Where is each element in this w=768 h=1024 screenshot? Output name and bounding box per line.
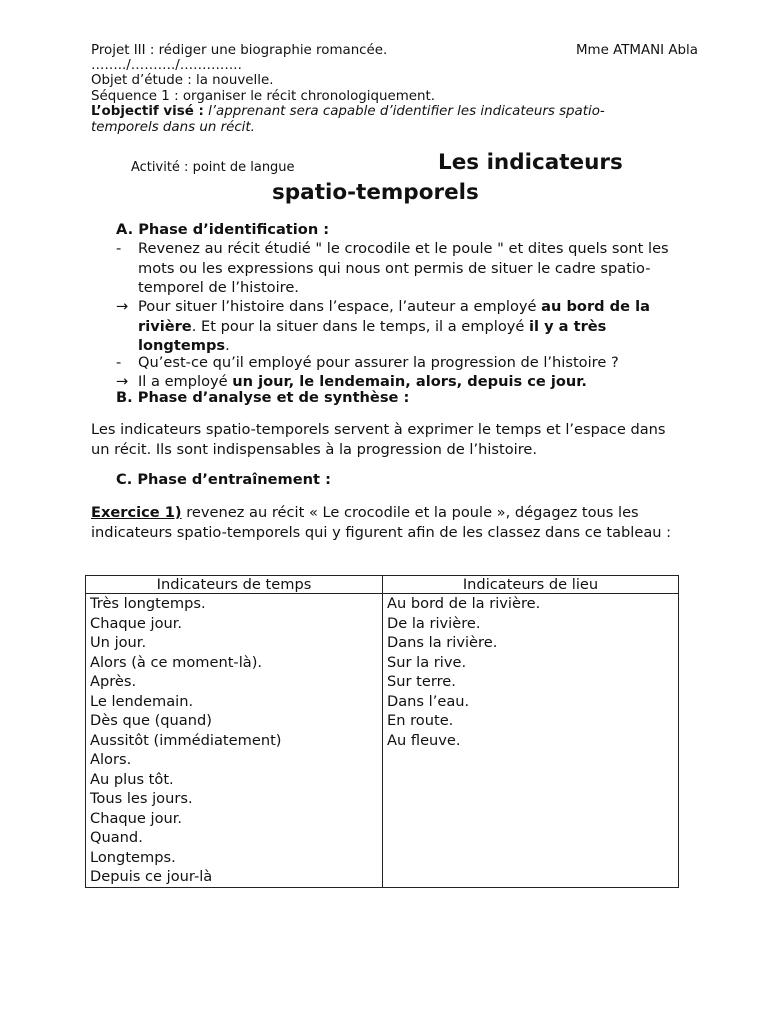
question-1 — [116, 239, 686, 299]
table-cell: Dès que (quand) — [90, 712, 212, 729]
table-row — [86, 594, 679, 888]
answer-1 — [116, 297, 686, 357]
table-cell: Longtemps. — [90, 848, 176, 866]
date-dots: ……../………./………….. — [91, 58, 242, 73]
table-cell: Sur la rive. — [387, 653, 467, 671]
dash-bullet: - — [116, 240, 122, 257]
table-cell: Au fleuve. — [387, 731, 461, 749]
table-cell: Depuis ce jour-là — [90, 868, 213, 885]
table-cell: Chaque jour. — [90, 809, 183, 827]
table-cell: Alors (à ce moment-là). — [90, 653, 263, 671]
header-temps: Indicateurs de temps — [86, 576, 383, 594]
temps-column — [86, 594, 383, 888]
arrow-icon: → — [116, 373, 129, 390]
table-cell: Le lendemain. — [90, 692, 194, 710]
table-cell: Au plus tôt. — [90, 770, 174, 788]
exercise-text: revenez au récit « Le crocodile et la poule », dégagez tous les indicateurs spatio-temporels qui y figurent afin de les classez dans ce tableau : — [91, 504, 672, 541]
objectif-line — [91, 104, 651, 135]
table-cell: Chaque jour. — [90, 614, 183, 632]
sequence-line: Séquence 1 : organiser le récit chronologiquement. — [91, 89, 436, 104]
dash-bullet: - — [116, 354, 122, 371]
phase-b-title: B. Phase d’analyse et de synthèse : — [116, 389, 410, 406]
table-cell: Alors. — [90, 751, 132, 768]
page-title-line1: Les indicateurs — [438, 150, 623, 175]
answer-1-bold-time: il y a très longtemps — [138, 317, 607, 354]
table-cell: De la rivière. — [387, 614, 481, 632]
exercise-1 — [91, 503, 681, 543]
table-cell: Dans l’eau. — [387, 692, 470, 710]
answer-1-part1: Pour situer l’histoire dans l’espace, l’auteur a employé — [138, 298, 542, 315]
table-cell: Quand. — [90, 829, 143, 846]
teacher-name: Mme ATMANI Abla — [576, 43, 698, 58]
question-2 — [116, 353, 686, 373]
answer-2-part1: Il a employé — [138, 373, 233, 390]
synthesis-paragraph: Les indicateurs spatio-temporels servent à exprimer le temps et l’espace dans un récit. Ils sont indispensables à la progression de l’histoire. — [91, 421, 666, 458]
table-cell: Après. — [90, 673, 137, 690]
answer-1-bold-space: au bord de la rivière — [138, 298, 650, 335]
answer-1-text — [138, 297, 686, 356]
table-cell: Un jour. — [90, 634, 147, 651]
table-cell: En route. — [387, 712, 454, 729]
table-cell: Aussitôt (immédiatement) — [90, 731, 282, 749]
answer-1-part2: . Et pour la situer dans le temps, il a employé — [191, 317, 529, 335]
answer-2-bold: un jour, le lendemain, alors, depuis ce jour. — [232, 373, 587, 390]
answer-1-part3: . — [225, 337, 230, 354]
project-line: Projet III : rédiger une biographie romancée. — [91, 43, 388, 58]
objet-line: Objet d’étude : la nouvelle. — [91, 73, 274, 88]
header-lieu: Indicateurs de lieu — [383, 576, 679, 594]
objectif-text: l’apprenant sera capable d’identifier les indicateurs spatio-temporels dans un récit. — [91, 104, 605, 135]
phase-c-title: C. Phase d’entraînement : — [116, 471, 331, 488]
table-cell: Sur terre. — [387, 673, 456, 690]
table-cell: Très longtemps. — [90, 595, 206, 612]
table-cell: Tous les jours. — [90, 790, 193, 807]
page-title-line2: spatio-temporels — [272, 180, 479, 205]
table-cell: Dans la rivière. — [387, 634, 498, 651]
arrow-icon: → — [116, 298, 129, 315]
activity-label: Activité : point de langue — [131, 160, 295, 175]
question-2-text: Qu’est-ce qu’il employé pour assurer la progression de l’histoire ? — [138, 354, 619, 371]
indicators-table — [85, 575, 679, 888]
table-header-row — [86, 576, 679, 594]
objectif-label: L’objectif visé : — [91, 104, 204, 119]
question-1-text: Revenez au récit étudié " le crocodile et le poule " et dites quels sont les mots ou les expressions qui nous ont permis de situer le cadre spatio-temporel de l’histoire. — [138, 240, 669, 296]
lieu-column — [383, 594, 679, 888]
table-cell: Au bord de la rivière. — [387, 595, 541, 612]
phase-a-title: A. Phase d’identification : — [116, 221, 330, 238]
exercise-label: Exercice 1) — [91, 504, 182, 521]
